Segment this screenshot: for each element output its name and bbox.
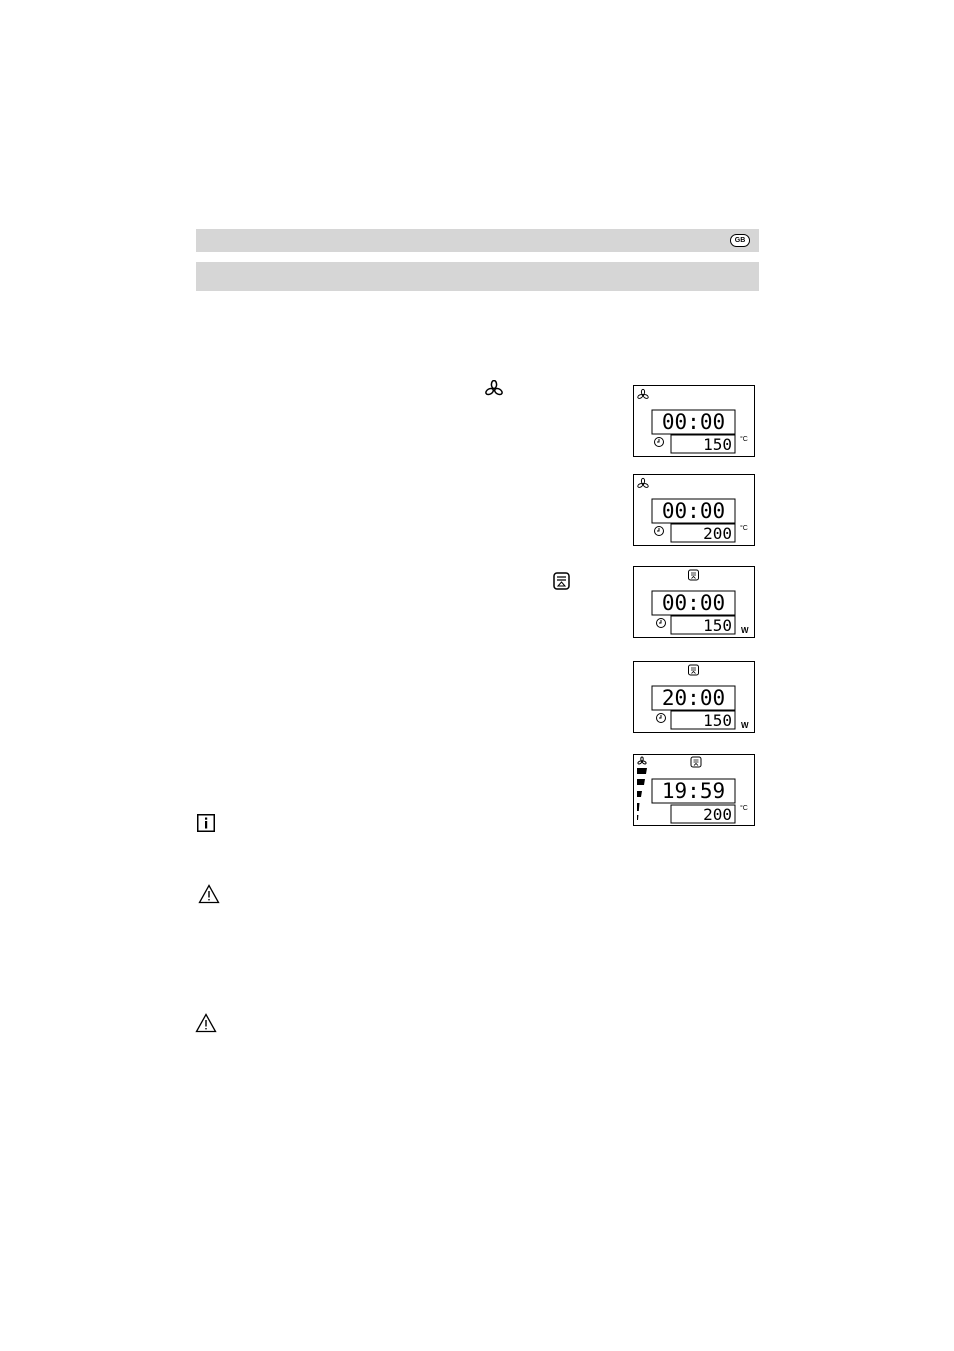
fan-icon [485, 380, 503, 396]
display-time: 00:00 [661, 410, 726, 434]
oven-display-3 [633, 566, 755, 638]
display-unit: °C [740, 436, 748, 443]
display-value: 150 [703, 711, 732, 730]
info-icon [197, 814, 215, 832]
warning-triangle-icon [195, 1013, 217, 1033]
display-value: 150 [703, 616, 732, 635]
display-time: 19:59 [661, 779, 726, 803]
microwave-icon [689, 665, 699, 675]
clock-icon [657, 619, 666, 628]
oven-display-4 [633, 661, 755, 733]
header-bar [196, 229, 759, 252]
oven-display-1 [633, 385, 755, 457]
fan-icon [637, 478, 649, 488]
display-value: 150 [703, 435, 732, 454]
display-time: 20:00 [661, 686, 726, 710]
display-time: 00:00 [661, 591, 726, 615]
microwave-icon [691, 757, 701, 767]
microwave-icon [553, 572, 570, 590]
microwave-icon [689, 570, 699, 580]
display-unit: °C [740, 525, 748, 532]
clock-icon [657, 714, 666, 723]
clock-icon [655, 438, 664, 447]
oven-display-2 [633, 474, 755, 546]
heat-level-icon [637, 768, 647, 820]
display-unit: W [741, 626, 749, 635]
language-badge: GB [730, 234, 750, 247]
fan-icon [637, 757, 646, 765]
clock-icon [655, 527, 664, 536]
warning-triangle-icon [198, 884, 220, 904]
oven-display-5 [633, 754, 755, 826]
display-unit: °C [740, 805, 748, 812]
display-time: 00:00 [661, 499, 726, 523]
display-value: 200 [703, 805, 732, 824]
display-unit: W [741, 721, 749, 730]
section-title-bar [196, 262, 759, 291]
display-value: 200 [703, 524, 732, 543]
fan-icon [637, 389, 649, 399]
